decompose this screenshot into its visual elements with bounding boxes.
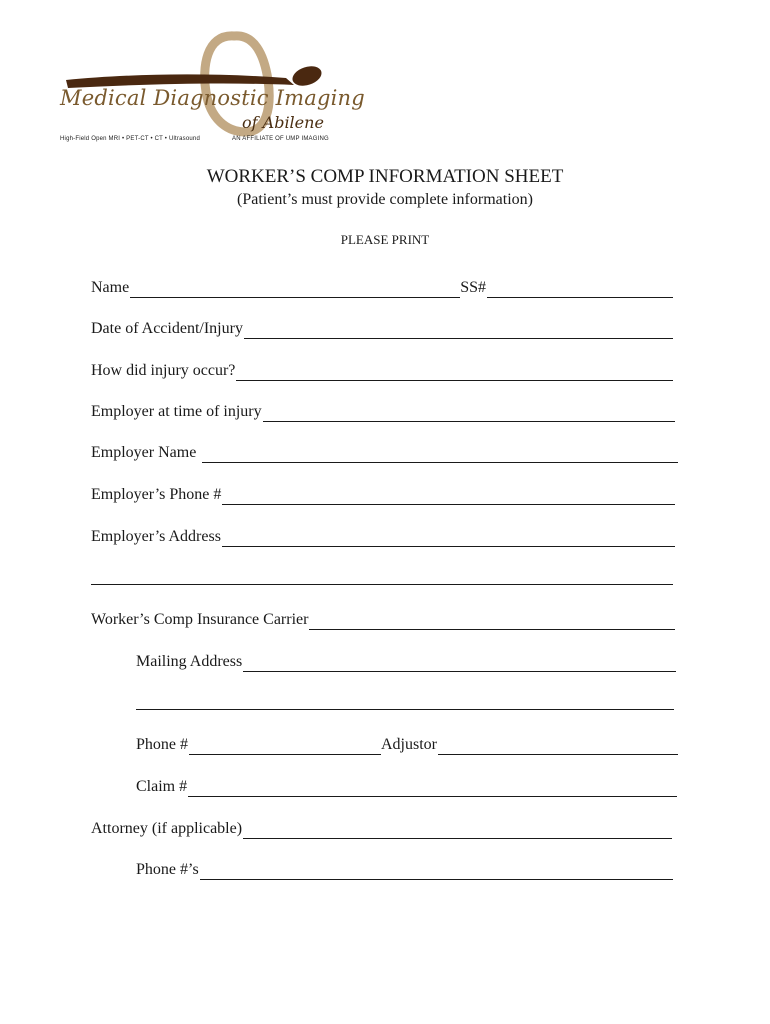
carrier-phone-field[interactable]: [189, 738, 381, 755]
attorney-field[interactable]: [243, 822, 672, 839]
employer-phone-label: Employer’s Phone #: [91, 486, 222, 503]
claim-row: [136, 777, 677, 797]
adjustor-label: Adjustor: [381, 736, 437, 753]
mailing-address-field[interactable]: [243, 655, 676, 672]
employer-name-label: Employer Name: [91, 444, 197, 461]
ss-label: SS#: [460, 279, 486, 296]
how-injury-label: How did injury occur?: [91, 362, 236, 379]
logo-brand-text: Medical Diagnostic Imaging: [60, 86, 365, 110]
insurance-carrier-field[interactable]: [309, 613, 675, 630]
employer-name-field[interactable]: [202, 446, 678, 463]
employer-at-time-label: Employer at time of injury: [91, 403, 262, 420]
ss-field[interactable]: [487, 281, 673, 298]
attorney-phones-field[interactable]: [200, 863, 673, 880]
how-injury-row: [91, 361, 673, 381]
logo: [56, 28, 365, 152]
logo-subtitle: of Abilene: [242, 113, 324, 132]
employer-phone-field[interactable]: [222, 488, 675, 505]
claim-label: Claim #: [136, 778, 188, 795]
mailing-address-line2-row: [136, 693, 674, 710]
date-of-accident-field[interactable]: [244, 322, 673, 339]
page-subtitle: (Patient’s must provide complete information): [237, 191, 533, 208]
employer-address-label: Employer’s Address: [91, 528, 221, 545]
claim-field[interactable]: [188, 780, 677, 797]
employer-phone-row: [91, 485, 675, 505]
attorney-phones-label: Phone #’s: [136, 861, 199, 878]
name-label: Name: [91, 279, 130, 296]
name-field[interactable]: [130, 281, 460, 298]
employer-address-field[interactable]: [222, 530, 675, 547]
how-injury-field[interactable]: [236, 364, 673, 381]
employer-at-time-row: [91, 402, 675, 422]
employer-name-row: [91, 443, 678, 463]
employer-at-time-field[interactable]: [263, 405, 675, 422]
adjustor-field[interactable]: [438, 738, 678, 755]
mailing-address-label: Mailing Address: [136, 653, 243, 670]
mailing-address-row: [136, 652, 676, 672]
carrier-phone-label: Phone #: [136, 736, 188, 753]
employer-address-line2-field[interactable]: [91, 568, 673, 585]
employer-address-line2-row: [91, 568, 673, 585]
date-of-accident-label: Date of Accident/Injury: [91, 320, 243, 337]
print-instruction: PLEASE PRINT: [340, 232, 430, 247]
attorney-row: [91, 819, 672, 839]
name-row: [91, 278, 673, 298]
attorney-label: Attorney (if applicable): [91, 820, 243, 837]
employer-address-row: [91, 527, 675, 547]
date-of-accident-row: [91, 319, 673, 339]
page-title: WORKER’S COMP INFORMATION SHEET: [206, 166, 564, 187]
attorney-phones-row: [136, 860, 673, 880]
insurance-carrier-row: [91, 610, 675, 630]
mailing-address-line2-field[interactable]: [136, 693, 674, 710]
insurance-carrier-label: Worker’s Comp Insurance Carrier: [91, 611, 309, 628]
logo-affiliate-tagline: AN AFFILIATE OF UMP IMAGING: [232, 136, 329, 142]
logo-services-tagline: High-Field Open MRI • PET-CT • CT • Ultrasound: [60, 136, 200, 142]
carrier-phone-adjustor-row: [136, 735, 678, 755]
